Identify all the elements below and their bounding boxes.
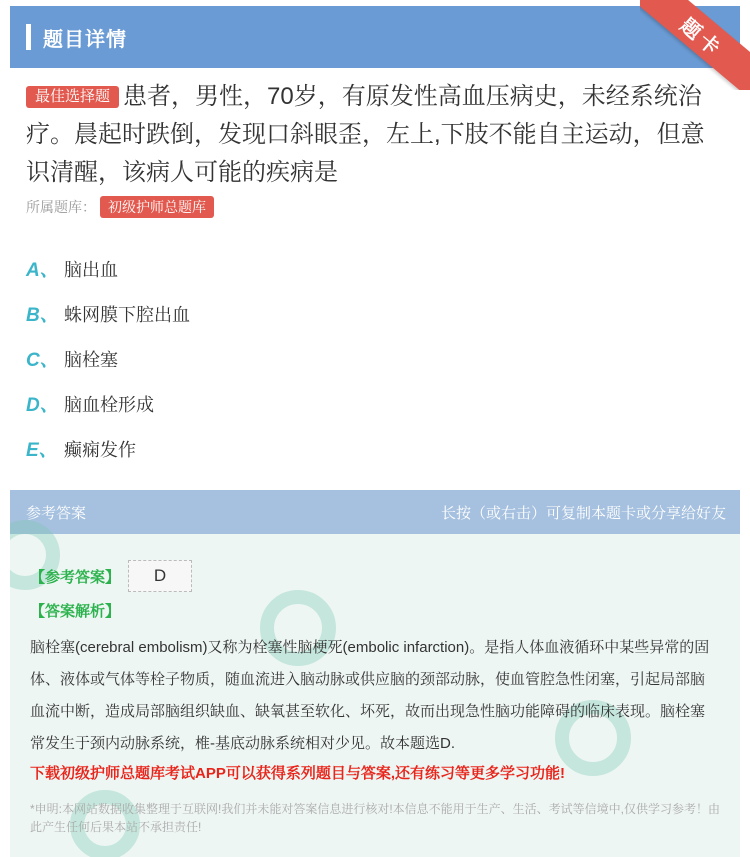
page-title: 题目详情 [43, 28, 127, 51]
answer-label: 【参考答案】 [30, 568, 121, 586]
disclaimer-text: *申明:本网站数据收集整理于互联网!我们并未能对答案信息进行核对!本信息不能用于生产、生活、考试等信境中,仅供学习参考！由此产生任何后果本站不承担责任! [30, 802, 721, 834]
option-text: 脑出血 [64, 259, 118, 280]
option-e[interactable] [26, 426, 726, 471]
answer-row [30, 560, 192, 592]
option-text: 脑血栓形成 [64, 394, 154, 415]
analysis-text: 脑栓塞(cerebral embolism)又称为栓塞性脑梗死(embolic infarction)。是指人体血液循环中某些异常的固体、液体或气体等栓子物质，随血流进入脑动脉或供应脑的颈部动脉，使血管腔急性闭塞，引起局部脑血流中断，造成局部脑组织缺血、缺氧甚至软化、坏死，故而出现急性脑功能障碍的临床表现。脑栓塞常发生于颈内动脉系统，椎-基底动脉系统相对少见。故本题选D. [30, 639, 710, 752]
bank-label: 所属题库： [26, 199, 96, 215]
answer-panel-title: 参考答案 [26, 504, 87, 522]
answer-value: D [128, 560, 192, 592]
option-d[interactable] [26, 381, 726, 426]
option-letter: E、 [26, 440, 58, 461]
bank-badge[interactable]: 初级护师总题库 [100, 196, 214, 218]
answer-panel [10, 490, 740, 857]
ribbon-label[interactable]: 题卡 [640, 0, 750, 90]
analysis-label: 【答案解析】 [30, 603, 121, 620]
question-type-badge: 最佳选择题 [26, 86, 119, 108]
header-bar [10, 6, 740, 68]
option-letter: A、 [26, 260, 59, 281]
option-b[interactable] [26, 291, 726, 336]
option-a[interactable] [26, 246, 726, 291]
option-text: 脑栓塞 [64, 349, 118, 370]
answer-panel-header [10, 490, 740, 534]
option-letter: C、 [26, 350, 59, 371]
option-text: 蛛网膜下腔出血 [64, 304, 190, 325]
question-text: 患者，男性，70岁，有原发性高血压病史，未经系统治疗。晨起时跌倒，发现口斜眼歪，左上,下肢不能自主运动，但意识清醒，该病人可能的疾病是 [26, 83, 705, 186]
share-hint: 长按（或右击）可复制本题卡或分享给好友 [440, 504, 726, 522]
header-accent-bar [26, 24, 31, 50]
option-letter: D、 [26, 395, 59, 416]
option-c[interactable] [26, 336, 726, 381]
question-bank-row [26, 196, 214, 218]
question-block [26, 78, 726, 192]
option-letter: B、 [26, 305, 59, 326]
download-promo-link[interactable]: 下载初级护师总题库考试APP可以获得系列题目与答案,还有练习等更多学习功能! [30, 765, 566, 782]
corner-ribbon[interactable] [640, 0, 750, 90]
option-text: 癫痫发作 [64, 439, 136, 460]
options-list [26, 246, 726, 471]
